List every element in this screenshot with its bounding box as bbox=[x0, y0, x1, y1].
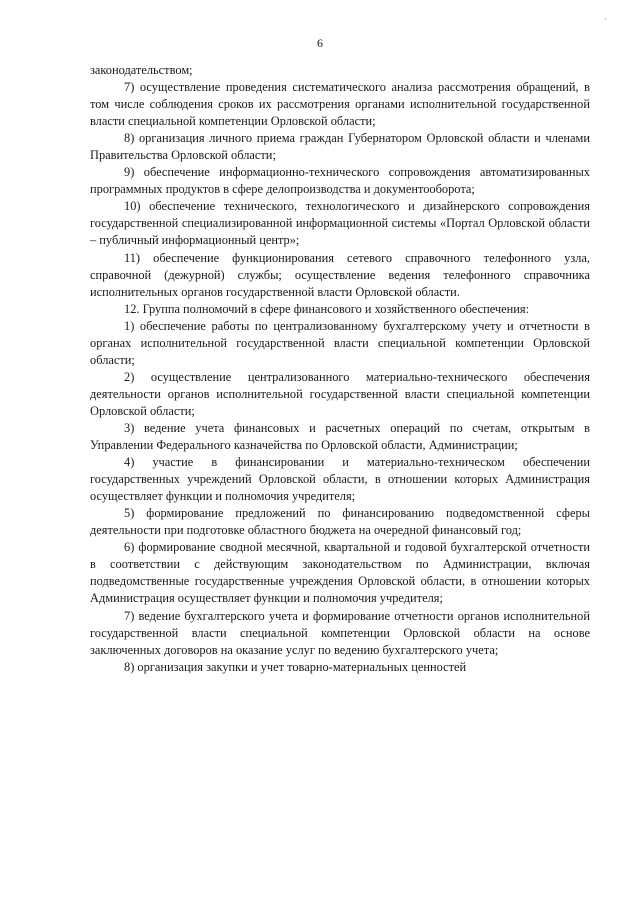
paragraph-6: 12. Группа полномочий в сфере финансового и хозяйственного обеспечения: bbox=[124, 301, 530, 316]
page-number: 6 bbox=[317, 36, 323, 50]
paragraph-7: 1) обеспечение работы по централизованному бухгалтерскому учету и отчетности в органах исполнительной государственной власти специальной компетенции Орловской области; bbox=[90, 318, 590, 367]
paragraph-1: 7) осуществление проведения систематического анализа рассмотрения обращений, в том числе соблюдения сроков их рассмотрения органами исполнительной государственной власти специальной компетенции Орловской области; bbox=[90, 80, 590, 129]
paragraph-11: 5) формирование предложений по финансированию подведомственной сферы деятельности при подготовке областного бюджета на очередной финансовый год; bbox=[90, 506, 590, 538]
paragraph-13: 7) ведение бухгалтерского учета и формирование отчетности органов исполнительной государственной власти специальной компетенции Орловской области на основе заключенных договоров на оказание услуг по ведению бухгалтерского учета; bbox=[90, 608, 590, 657]
paragraph-0: законодательством; bbox=[90, 63, 193, 77]
scan-mark: · bbox=[604, 14, 607, 24]
paragraph-4: 10) обеспечение технического, технологического и дизайнерского сопровождения государственной специализированной информационной системы «Портал Орловской области – публичный информационный центр»; bbox=[90, 199, 590, 248]
paragraph-2: 8) организация личного приема граждан Губернатором Орловской области и членами Правительства Орловской области; bbox=[90, 131, 590, 163]
paragraph-8: 2) осуществление централизованного материально-технического обеспечения деятельности органов исполнительной государственной власти специальной компетенции Орловской области; bbox=[90, 369, 590, 418]
paragraph-14: 8) организация закупки и учет товарно-материальных ценностей bbox=[124, 659, 467, 674]
paragraph-10: 4) участие в финансировании и материально-техническом обеспечении государственных учреждений Орловской области, в отношении которых Администрация осуществляет функции и полномочия учредителя; bbox=[90, 455, 590, 504]
paragraph-9: 3) ведение учета финансовых и расчетных операций по счетам, открытым в Управлении Федерального казначейства по Орловской области, Администрации; bbox=[90, 420, 590, 453]
paragraph-12: 6) формирование сводной месячной, квартальной и годовой бухгалтерской отчетности в соответствии с действующим законодательством по Администрации, включая подведомственные государственные учреждения Орловской области, в отношении которых Администрация осуществляет функции и полномочия учредителя; bbox=[90, 540, 590, 606]
paragraph-5: 11) обеспечение функционирования сетевого справочного телефонного узла, справочной (дежурной) службы; осуществление ведения телефонного справочника исполнительных органов государственной власти Орловской области. bbox=[90, 250, 590, 299]
paragraph-3: 9) обеспечение информационно-технического сопровождения автоматизированных программных продуктов в сфере делопроизводства и документооборота; bbox=[90, 165, 590, 197]
document-body bbox=[90, 62, 590, 676]
